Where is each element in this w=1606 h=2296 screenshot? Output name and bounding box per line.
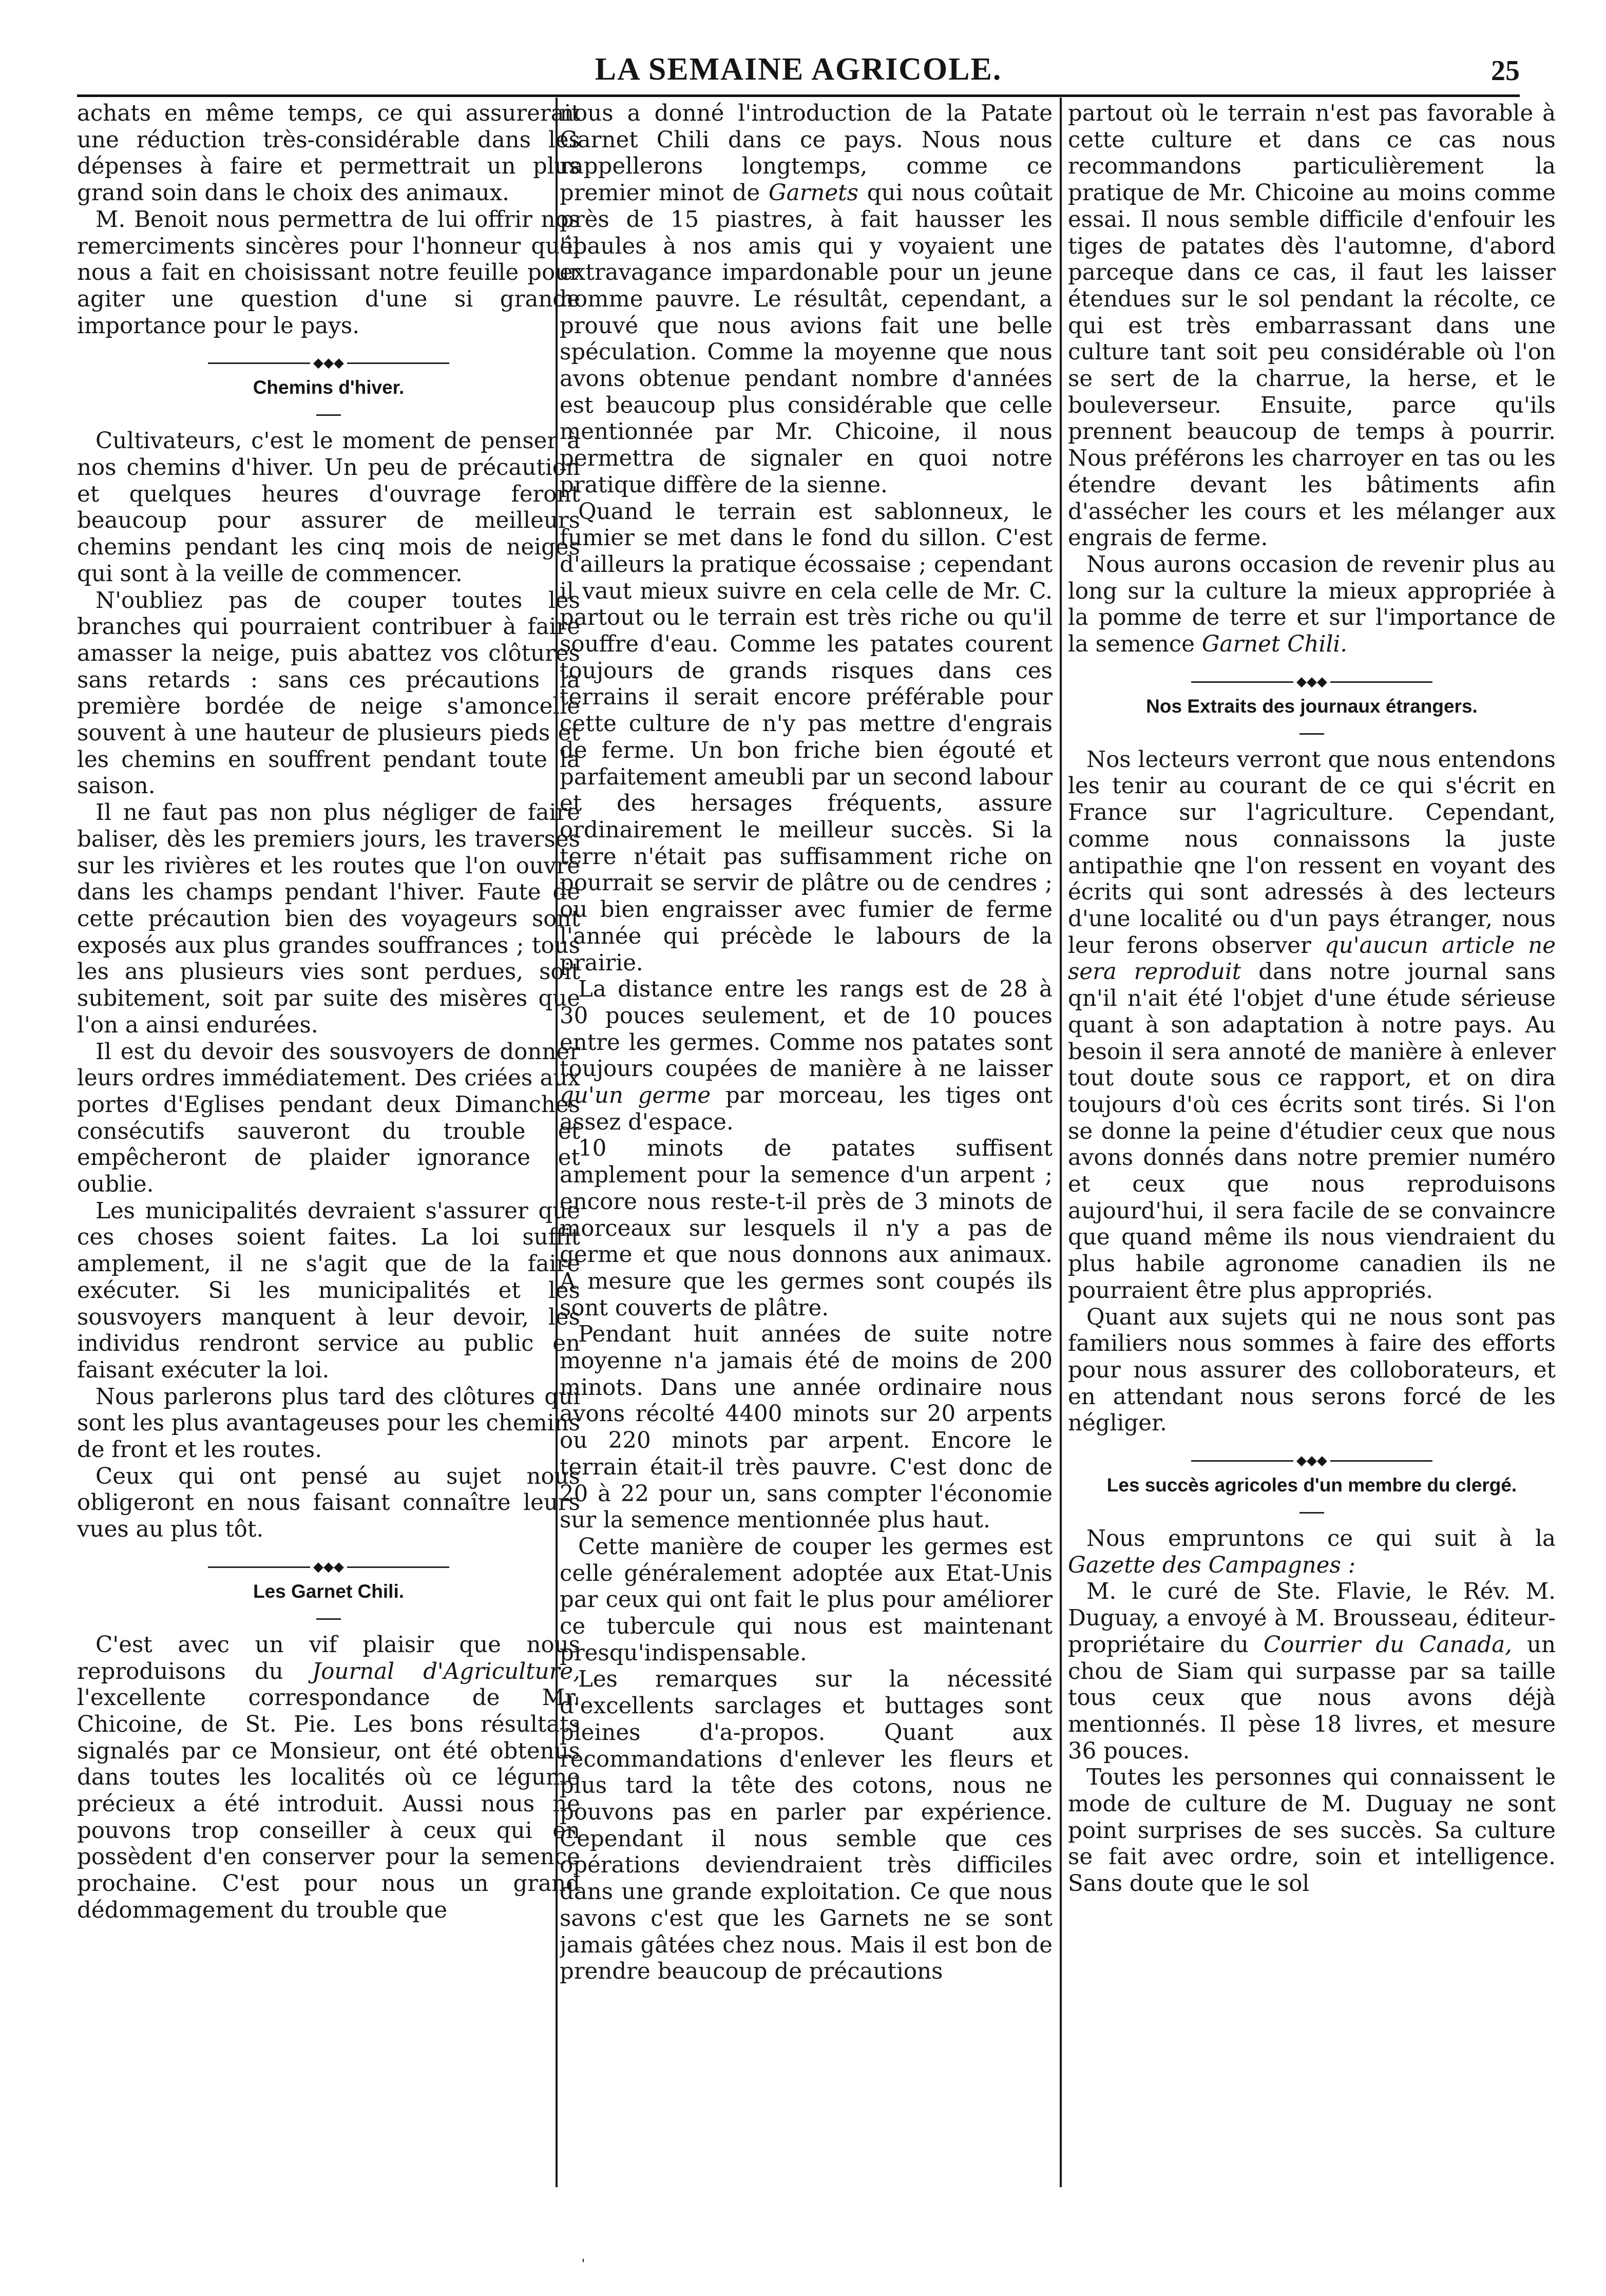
column-3 (1068, 101, 1556, 2201)
section-title-garnet-chili: Les Garnet Chili. (253, 1580, 404, 1602)
text-run: C'est avec un vif plaisir que nous reproduisons du (77, 1632, 580, 1685)
paragraph: 10 minots de patates suffisent amplement pour la semence d'un arpent ; encore nous reste-t-il près de 3 minots de morceaux sur lesquels il n'y a pas de germe et que nous donnons aux animaux. A mesure que les germes sont coupés ils sont couverts de plâtre. (560, 1136, 1053, 1321)
text-run: nous a donné l'introduction de la Patate Garnet Chili dans ce pays. Nous nous rappellerons longtemps, comme ce premier minot de (560, 101, 1053, 206)
text-run: qui nous coûtait près de 15 piastres, à fait hausser les épaules à nos amis qui y voyaient une extravagance impardonable pour un jeune homme pauvre. Le résultât, cependant, a prouvé que nous avions fait une belle spéculation. Comme la moyenne que nous avons obtenue pendant nombre d'années est beaucoup plus considérable que celle mentionnée par Mr. Chicoine, il nous permettra de signaler en quoi notre pratique diffère de la sienne. (560, 180, 1053, 498)
section-title-succes-agricoles: Les succès agricoles d'un membre du clergé. (1106, 1475, 1517, 1496)
paragraph: Ceux qui ont pensé au sujet nous obligeront en nous faisant connaître leurs vues au plus tôt. (77, 1463, 580, 1543)
paragraph (1068, 552, 1556, 658)
paragraph (1068, 1579, 1556, 1765)
paragraph (1068, 1526, 1556, 1579)
paragraph: M. Benoit nous permettra de lui offrir nos remerciments sincères pour l'honneur qu'il nous a fait en choisissant notre feuille pour agiter une question d'une si grande importance pour le pays. (77, 206, 580, 339)
text-run: Nos lecteurs verront que nous entendons les tenir au courant de ce qui s'écrit en France sur l'agriculture. Cependant, comme nous connaissons la juste antipathie qne l'on ressent en voyant des écrits qui sont adressés à des lecteurs d'une localité ou d'un pays étranger, nous leur ferons observer (1068, 747, 1556, 959)
title-dash (316, 1618, 341, 1620)
section-separator: ◆◆◆ (208, 1562, 449, 1572)
paragraph: Il ne faut pas non plus négliger de faire baliser, dès les premiers jours, les traverses sur les rivières et les routes que l'on ouvre dans les champs pendant l'hiver. Faute de cette précaution bien des voyageurs sont exposés aux plus grandes souffrances ; tous les ans plusieurs vies sont perdues, soit subitement, soit par suite des misères que l'on a ainsi endurées. (77, 800, 580, 1038)
italic-run: Courrier du Canada, (1263, 1632, 1512, 1658)
paragraph: Quant aux sujets qui ne nous sont pas familiers nous sommes à faire des efforts pour nous assurer des colloborateurs, et en attendant nous serons forcé de les négliger. (1068, 1304, 1556, 1437)
italic-run: qu'un germe (560, 1083, 711, 1109)
paragraph: Cette manière de couper les germes est celle généralement adoptée aux Etat-Unis par ceux qui ont fait le plus pour améliorer ce tubercule qui nous est maintenant presqu'indispensable. (560, 1534, 1053, 1666)
paragraph: Les remarques sur la nécessité d'excellents sarclages et buttages sont pleines d'a-propos. Quant aux recommandations d'enlever les fleurs et plus tard la tête des cotons, nous ne pouvons pas en parler par expérience. Cependant il nous semble que ces opérations deviendraient très difficiles dans une grande exploitation. Ce que nous savons c'est que les Garnets ne se sont jamais gâtées chez nous. Mais il est bon de prendre beaucoup de précautions (560, 1667, 1053, 1985)
section-separator: ◆◆◆ (208, 358, 449, 368)
italic-run: Garnets (768, 180, 858, 206)
paragraph: Il est du devoir des sousvoyers de donner leurs ordres immédiatement. Des criées aux portes d'Eglises pendant deux Dimanches consécutifs sauveront du trouble et empêcheront de plaider ignorance et oublie. (77, 1039, 580, 1198)
paragraph: Nous parlerons plus tard des clôtures qui sont les plus avantageuses pour les chemins de front et les routes. (77, 1384, 580, 1463)
text-run: Nous empruntons ce qui suit à la (1086, 1526, 1556, 1552)
text-run: l'excellente correspondance de Mr. Chicoine, de St. Pie. Les bons résultats signalés par ce Monsieur, ont été obtenus dans toutes les localités où ce légume précieux a été introduit. Aussi nous ne pouvons trop conseiller à ceux qui en possèdent d'en conserver pour la semence prochaine. C'est pour nous un grand dédommagement du trouble que (77, 1685, 580, 1923)
paragraph: Toutes les personnes qui connaissent le mode de culture de M. Duguay ne sont point surprises de ses succès. Sa culture se fait avec ordre, soin et intelligence. Sans doute que le sol (1068, 1765, 1556, 1897)
section-separator: ◆◆◆ (1191, 1456, 1432, 1466)
print-mark: ˈ (581, 2256, 585, 2273)
section-title-extraits: Nos Extraits des journaux étrangers. (1146, 695, 1478, 717)
paragraph (560, 977, 1053, 1136)
paragraph: Les municipalités devraient s'assurer que ces choses soient faites. La loi suffit amplement, il ne s'agit que de la faire exécuter. Si les municipalités et les sousvoyers manquent à leur devoir, les individus rendront service au public en faisant exécuter la loi. (77, 1198, 580, 1383)
page-number: 25 (1491, 55, 1520, 87)
column-1 (77, 101, 580, 2201)
text-run: Nous aurons occasion de revenir plus au long sur la culture la mieux appropriée à la pomme de terre et sur l'importance de la semence (1068, 551, 1556, 658)
italic-run: Gazette des Campagnes : (1068, 1552, 1356, 1578)
title-dash (316, 414, 341, 416)
italic-run: Garnet Chili. (1201, 632, 1348, 658)
text-run: par morceau, les tiges ont assez d'espace. (560, 1083, 1053, 1135)
paragraph (77, 1632, 580, 1924)
paragraph: achats en même temps, ce qui assurerait une réduction très-considérable dans les dépenses à faire et permettrait un plus grand soin dans le choix des animaux. (77, 101, 580, 206)
paragraph: partout où le terrain n'est pas favorable à cette culture et dans ce cas nous recommandons particulièrement la pratique de Mr. Chicoine au moins comme essai. Il nous semble difficile d'enfouir les tiges de patates dès l'automne, d'abord parceque dans ce cas, il faut les laisser étendues sur le sol pendant la récolte, ce qui est très embarrassant dans une culture tant soit peu considérable où l'on se sert de la charrue, la herse, et le bouleverseur. Ensuite, parce qu'ils prennent beaucoup de temps à pourrir. Nous préférons les charroyer en tas ou les étendre devant les bâtiments afin d'assécher les cours et les mélanger aux engrais de ferme. (1068, 101, 1556, 551)
italic-run: Journal d'Agriculture, (312, 1658, 580, 1685)
paragraph (560, 101, 1053, 499)
paragraph: N'oubliez pas de couper toutes les branches qui pourraient contribuer à faire amasser la neige, puis abattez vos clôtures sans retards : sans ces précautions la première bordée de neige s'amoncelle souvent à une hauteur de plusieurs pieds et les chemins en souffrent pendant toute la saison. (77, 587, 580, 799)
running-title: LA SEMAINE AGRICOLE. (595, 52, 1002, 87)
text-run: dans notre journal sans qn'il n'ait été l'objet d'une étude sérieuse quant à son adaptation à notre pays. Au besoin il sera annoté de manière à enlever tout doute sous ce rapport, et on dira toujours d'où ces écrits sont tirés. Si l'on se donne la peine d'étudier ceux que nous avons donnés dans notre premier numéro et ceux que nous reproduisons aujourd'hui, il sera facile de se convaincre que quand même ils nous viendraient du plus habile agronome canadien ils ne pourraient être plus appropriés. (1068, 959, 1556, 1304)
title-dash (1299, 733, 1324, 735)
text-run: M. le curé de Ste. Flavie, le Rév. M. Duguay, a envoyé à M. Brousseau, éditeur-propriétaire du (1068, 1579, 1556, 1658)
page-header (77, 47, 1520, 97)
column-rule-2 (1060, 98, 1062, 2187)
italic-run: qu'aucun article ne sera reproduit (1068, 932, 1556, 985)
section-separator: ◆◆◆ (1191, 677, 1432, 687)
paragraph: Cultivateurs, c'est le moment de penser à nos chemins d'hiver. Un peu de précaution et quelques heures d'ouvrage feront beaucoup pour assurer de meilleurs chemins pendant les cinq mois de neiges qui sont à la veille de commencer. (77, 428, 580, 587)
column-2 (560, 101, 1053, 2201)
paragraph: Pendant huit années de suite notre moyenne n'a jamais été de moins de 200 minots. Dans une année ordinaire nous avons récolté 4400 minots sur 20 arpents ou 220 minots par arpent. Encore le terrain était-il très pauvre. C'est donc de 20 à 22 pour un, sans compter l'économie sur la semence mentionnée plus haut. (560, 1322, 1053, 1534)
text-run: La distance entre les rangs est de 28 à 30 pouces seulement, et de 10 pouces entre les germes. Comme nos patates sont toujours coupées de manière à ne laisser (560, 977, 1053, 1082)
paragraph: Quand le terrain est sablonneux, le fumier se met dans le fond du sillon. C'est d'ailleurs la pratique écossaise ; cependant il vaut mieux suivre en cela celle de Mr. C. partout ou le terrain est très riche ou qu'il souffre d'eau. Comme les patates courent toujours de grands risques dans ces terrains il serait encore préférable pour cette culture de n'y pas mettre d'engrais de ferme. Un bon friche bien égouté et parfaitement ameubli par un second labour et des hersages fréquents, assure ordinairement le meilleur succès. Si la terre n'était pas suffisamment riche on pourrait se servir de plâtre ou de cendres ; ou bien engraisser avec fumier de ferme l'année qui précède le labours de la prairie. (560, 499, 1053, 976)
text-run: un chou de Siam qui surpasse par sa taille tous ceux que nous avons déjà mentionnés. Il pèse 18 livres, et mesure 36 pouces. (1068, 1632, 1556, 1764)
title-dash (1299, 1512, 1324, 1514)
section-title-chemins-hiver: Chemins d'hiver. (253, 377, 405, 398)
paragraph (1068, 747, 1556, 1305)
